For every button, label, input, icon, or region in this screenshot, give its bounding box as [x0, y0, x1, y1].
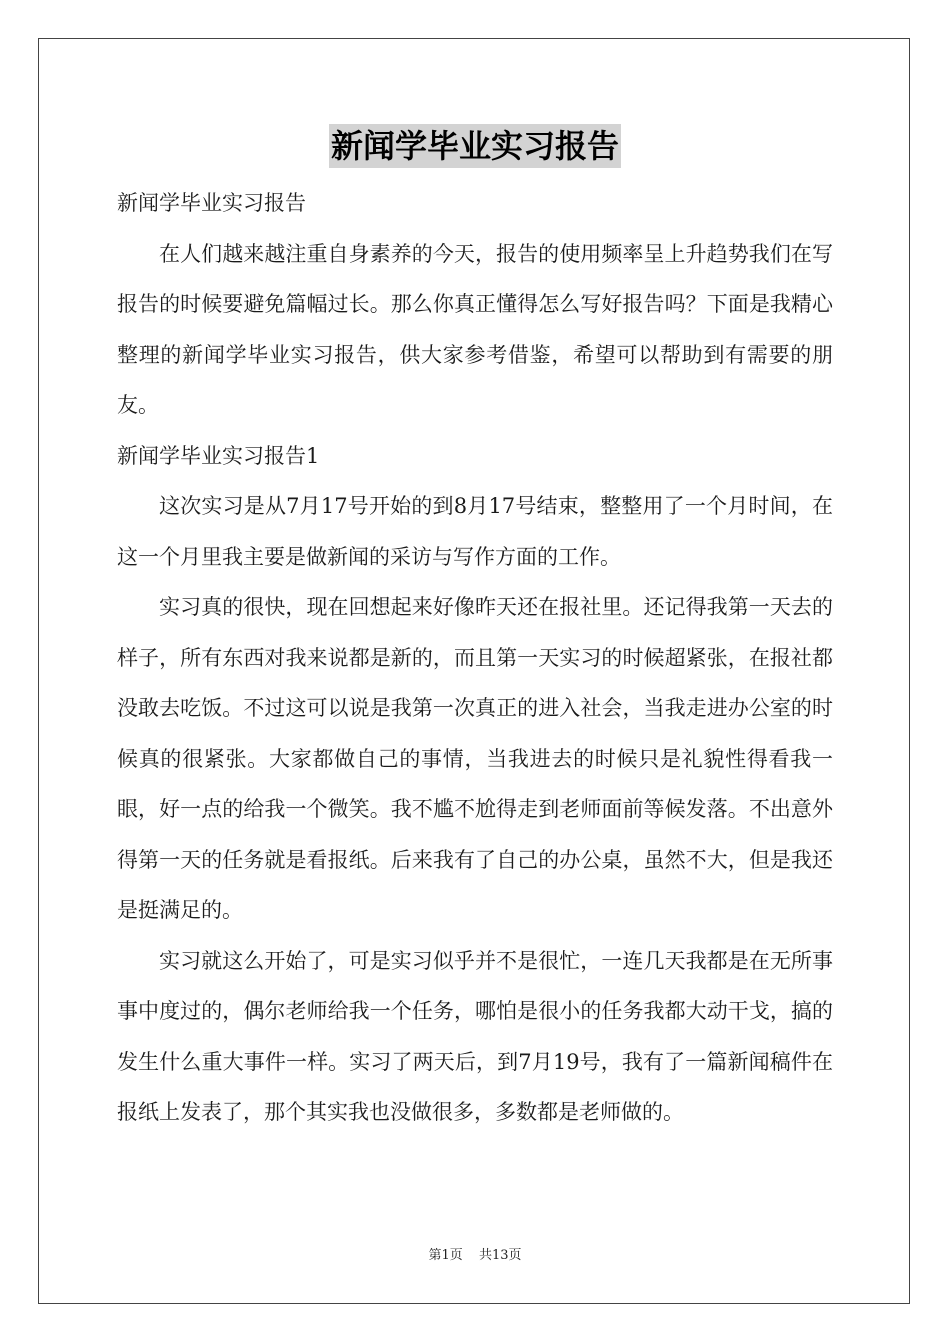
page-number: 第1页	[428, 1248, 463, 1263]
page-footer	[0, 1246, 950, 1266]
paragraph-intro: 在人们越来越注重自身素养的今天，报告的使用频率呈上升趋势我们在写报告的时候要避免篇幅过长。那么你真正懂得怎么写好报告吗？下面是我精心整理的新闻学毕业实习报告，供大家参考借鉴，希望可以帮助到有需要的朋友。	[117, 241, 833, 417]
paragraph-body-2: 实习真的很快，现在回想起来好像昨天还在报社里。还记得我第一天去的样子，所有东西对我来说都是新的，而且第一天实习的时候超紧张，在报社都没敢去吃饭。不过这可以说是我第一次真正的进入社会，当我走进办公室的时候真的很紧张。大家都做自己的事情，当我进去的时候只是礼貌性得看我一眼，好一点的给我一个微笑。我不尴不尬得走到老师面前等候发落。不出意外得第一天的任务就是看报纸。后来我有了自己的办公桌，虽然不大，但是我还是挺满足的。	[117, 595, 833, 922]
paragraph-body-1: 这次实习是从7月17号开始的到8月17号结束，整整用了一个月时间，在这一个月里我主要是做新闻的采访与写作方面的工作。	[117, 494, 833, 569]
paragraph-section-heading: 新闻学毕业实习报告1	[117, 443, 320, 468]
title-wrap	[0, 124, 950, 168]
paragraph-subtitle: 新闻学毕业实习报告	[117, 191, 306, 215]
document-body	[117, 178, 833, 1138]
document-title: 新闻学毕业实习报告	[329, 124, 621, 168]
paragraph-body-3: 实习就这么开始了，可是实习似乎并不是很忙，一连几天我都是在无所事事中度过的，偶尔老师给我一个任务，哪怕是很小的任务我都大动干戈，搞的发生什么重大事件一样。实习了两天后，到7月19号，我有了一篇新闻稿件在报纸上发表了，那个其实我也没做很多，多数都是老师做的。	[117, 948, 833, 1124]
page-total: 共13页	[478, 1248, 522, 1263]
